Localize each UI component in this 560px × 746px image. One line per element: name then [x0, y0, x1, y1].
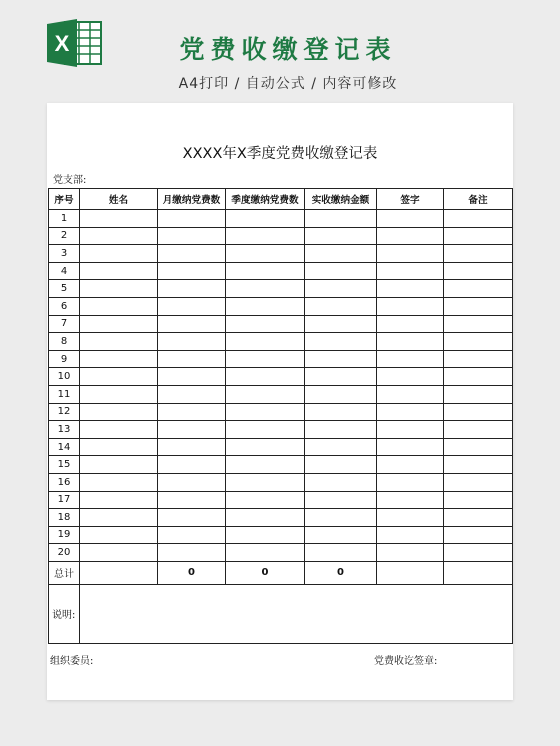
row-number: 11 — [49, 385, 80, 403]
table-cell[interactable] — [444, 544, 513, 562]
table-cell[interactable] — [80, 509, 158, 527]
row-number: 6 — [49, 297, 80, 315]
table-cell[interactable] — [305, 280, 377, 298]
table-row — [49, 509, 513, 527]
table-cell[interactable] — [305, 245, 377, 263]
table-row — [49, 245, 513, 263]
row-number: 12 — [49, 403, 80, 421]
row-number: 20 — [49, 544, 80, 562]
row-number: 1 — [49, 210, 80, 228]
table-cell[interactable] — [80, 403, 158, 421]
table-row — [49, 333, 513, 351]
receiver-signature-label: 党费收讫签章: — [374, 656, 438, 667]
total-monthly: 0 — [158, 561, 226, 584]
row-number: 2 — [49, 227, 80, 245]
table-cell[interactable] — [444, 227, 513, 245]
table-cell[interactable] — [80, 245, 158, 263]
row-number: 16 — [49, 473, 80, 491]
table-cell[interactable] — [158, 526, 226, 544]
table-cell[interactable] — [377, 403, 444, 421]
table-cell[interactable] — [80, 438, 158, 456]
table-cell[interactable] — [80, 368, 158, 386]
column-header: 序号 — [49, 189, 80, 210]
table-cell[interactable] — [377, 262, 444, 280]
table-cell[interactable] — [444, 526, 513, 544]
table-cell[interactable] — [226, 262, 305, 280]
table-cell[interactable] — [158, 350, 226, 368]
table-cell[interactable] — [444, 385, 513, 403]
table-cell[interactable] — [377, 421, 444, 439]
excel-icon — [45, 18, 103, 68]
table-cell[interactable] — [444, 421, 513, 439]
table-cell[interactable] — [377, 315, 444, 333]
table-cell[interactable] — [80, 262, 158, 280]
table-cell[interactable] — [80, 561, 158, 584]
table-cell[interactable] — [80, 544, 158, 562]
table-cell[interactable] — [444, 403, 513, 421]
table-cell[interactable] — [305, 210, 377, 228]
table-cell[interactable] — [377, 544, 444, 562]
table-cell[interactable] — [226, 473, 305, 491]
table-cell[interactable] — [80, 280, 158, 298]
table-cell[interactable] — [80, 421, 158, 439]
table-cell[interactable] — [305, 491, 377, 509]
table-cell[interactable] — [226, 210, 305, 228]
table-cell[interactable] — [444, 210, 513, 228]
table-cell[interactable] — [305, 403, 377, 421]
row-number: 17 — [49, 491, 80, 509]
table-cell[interactable] — [158, 491, 226, 509]
table-cell[interactable] — [226, 350, 305, 368]
table-cell[interactable] — [80, 210, 158, 228]
table-cell[interactable] — [444, 509, 513, 527]
row-number: 14 — [49, 438, 80, 456]
table-cell[interactable] — [226, 421, 305, 439]
table-cell[interactable] — [377, 561, 444, 584]
note-row — [49, 584, 513, 643]
table-cell[interactable] — [158, 227, 226, 245]
table-cell[interactable] — [377, 280, 444, 298]
table-row — [49, 262, 513, 280]
table-cell[interactable] — [444, 297, 513, 315]
table-cell[interactable] — [377, 350, 444, 368]
table-cell[interactable] — [305, 421, 377, 439]
table-cell[interactable] — [158, 403, 226, 421]
table-row — [49, 280, 513, 298]
table-cell[interactable] — [226, 385, 305, 403]
table-cell[interactable] — [226, 227, 305, 245]
table-cell[interactable] — [226, 403, 305, 421]
table-cell[interactable] — [444, 262, 513, 280]
row-number: 7 — [49, 315, 80, 333]
document-title: XXXX年X季度党费收缴登记表 — [182, 146, 378, 162]
table-row — [49, 315, 513, 333]
table-cell[interactable] — [305, 385, 377, 403]
table-cell[interactable] — [158, 385, 226, 403]
dues-table — [48, 188, 513, 644]
table-cell[interactable] — [80, 385, 158, 403]
table-cell[interactable] — [158, 438, 226, 456]
table-row — [49, 350, 513, 368]
document-paper — [47, 103, 513, 700]
table-row — [49, 368, 513, 386]
table-cell[interactable] — [226, 544, 305, 562]
table-cell[interactable] — [80, 491, 158, 509]
excel-logo-letter: X — [54, 31, 70, 56]
table-cell[interactable] — [377, 227, 444, 245]
table-cell[interactable] — [226, 438, 305, 456]
table-cell[interactable] — [305, 526, 377, 544]
row-number: 8 — [49, 333, 80, 351]
table-cell[interactable] — [226, 526, 305, 544]
table-cell[interactable] — [444, 245, 513, 263]
table-cell[interactable] — [158, 544, 226, 562]
table-cell[interactable] — [444, 333, 513, 351]
table-cell[interactable] — [226, 509, 305, 527]
total-quarterly: 0 — [226, 561, 305, 584]
table-cell[interactable] — [158, 245, 226, 263]
table-cell[interactable] — [377, 210, 444, 228]
table-cell[interactable] — [305, 333, 377, 351]
table-cell[interactable] — [80, 227, 158, 245]
row-number: 13 — [49, 421, 80, 439]
row-number: 10 — [49, 368, 80, 386]
table-cell[interactable] — [305, 227, 377, 245]
table-cell[interactable] — [377, 473, 444, 491]
column-header: 备注 — [444, 189, 513, 210]
table-cell[interactable] — [80, 297, 158, 315]
table-cell[interactable] — [226, 245, 305, 263]
table-cell[interactable] — [377, 333, 444, 351]
table-cell[interactable] — [158, 333, 226, 351]
table-cell[interactable] — [444, 315, 513, 333]
table-cell[interactable] — [444, 456, 513, 474]
table-cell[interactable] — [158, 262, 226, 280]
table-cell[interactable] — [377, 245, 444, 263]
table-cell[interactable] — [305, 297, 377, 315]
column-header: 姓名 — [80, 189, 158, 210]
total-label: 总计 — [49, 561, 80, 584]
row-number: 3 — [49, 245, 80, 263]
table-cell[interactable] — [80, 333, 158, 351]
total-actual: 0 — [305, 561, 377, 584]
committee-label: 组织委员: — [50, 656, 94, 667]
table-cell[interactable] — [377, 385, 444, 403]
table-cell[interactable] — [305, 315, 377, 333]
table-row — [49, 210, 513, 228]
branch-label: 党支部: — [53, 175, 87, 186]
table-row — [49, 227, 513, 245]
table-cell[interactable] — [377, 297, 444, 315]
table-cell[interactable] — [158, 297, 226, 315]
page-subtitle: A4打印 / 自动公式 / 内容可修改 — [178, 76, 398, 92]
table-cell[interactable] — [305, 438, 377, 456]
row-number: 15 — [49, 456, 80, 474]
table-row — [49, 385, 513, 403]
table-cell[interactable] — [226, 456, 305, 474]
column-header: 实收缴纳金额 — [305, 189, 377, 210]
table-cell[interactable] — [80, 456, 158, 474]
table-row — [49, 491, 513, 509]
row-number: 19 — [49, 526, 80, 544]
table-row — [49, 544, 513, 562]
table-cell[interactable] — [305, 544, 377, 562]
column-header: 季度缴纳党费数 — [226, 189, 305, 210]
table-cell[interactable] — [444, 350, 513, 368]
column-header: 月缴纳党费数 — [158, 189, 226, 210]
table-cell[interactable] — [226, 280, 305, 298]
column-header: 签字 — [377, 189, 444, 210]
row-number: 4 — [49, 262, 80, 280]
table-cell[interactable] — [444, 473, 513, 491]
table-cell[interactable] — [444, 368, 513, 386]
note-label: 说明: — [49, 584, 80, 643]
table-row — [49, 456, 513, 474]
table-cell[interactable] — [158, 315, 226, 333]
page-title: 党费收缴登记表 — [179, 35, 397, 64]
table-cell[interactable] — [305, 509, 377, 527]
total-row — [49, 561, 513, 584]
table-cell[interactable] — [158, 473, 226, 491]
table-cell[interactable] — [377, 438, 444, 456]
table-cell[interactable] — [158, 509, 226, 527]
table-cell[interactable] — [444, 491, 513, 509]
table-cell[interactable] — [226, 333, 305, 351]
table-row — [49, 526, 513, 544]
table-cell[interactable] — [377, 368, 444, 386]
table-row — [49, 297, 513, 315]
table-header-row — [49, 189, 513, 210]
table-cell[interactable] — [377, 491, 444, 509]
table-cell[interactable] — [377, 526, 444, 544]
table-cell[interactable] — [226, 368, 305, 386]
table-cell[interactable] — [80, 473, 158, 491]
table-cell[interactable] — [305, 350, 377, 368]
table-cell[interactable] — [80, 315, 158, 333]
table-cell[interactable] — [158, 456, 226, 474]
table-cell[interactable] — [305, 262, 377, 280]
table-row — [49, 421, 513, 439]
table-cell[interactable] — [444, 438, 513, 456]
table-cell[interactable] — [305, 456, 377, 474]
row-number: 18 — [49, 509, 80, 527]
table-cell[interactable] — [80, 350, 158, 368]
table-cell[interactable] — [226, 297, 305, 315]
table-cell[interactable] — [80, 526, 158, 544]
table-cell[interactable] — [226, 491, 305, 509]
row-number: 5 — [49, 280, 80, 298]
table-cell[interactable] — [158, 210, 226, 228]
table-row — [49, 438, 513, 456]
table-cell[interactable] — [377, 509, 444, 527]
table-cell[interactable] — [305, 473, 377, 491]
table-cell[interactable] — [158, 280, 226, 298]
table-row — [49, 403, 513, 421]
table-cell[interactable] — [226, 315, 305, 333]
table-cell[interactable] — [305, 368, 377, 386]
table-cell[interactable] — [444, 561, 513, 584]
note-cell[interactable] — [80, 584, 513, 643]
row-number: 9 — [49, 350, 80, 368]
table-cell[interactable] — [377, 456, 444, 474]
table-row — [49, 473, 513, 491]
table-cell[interactable] — [158, 368, 226, 386]
table-cell[interactable] — [444, 280, 513, 298]
table-cell[interactable] — [158, 421, 226, 439]
